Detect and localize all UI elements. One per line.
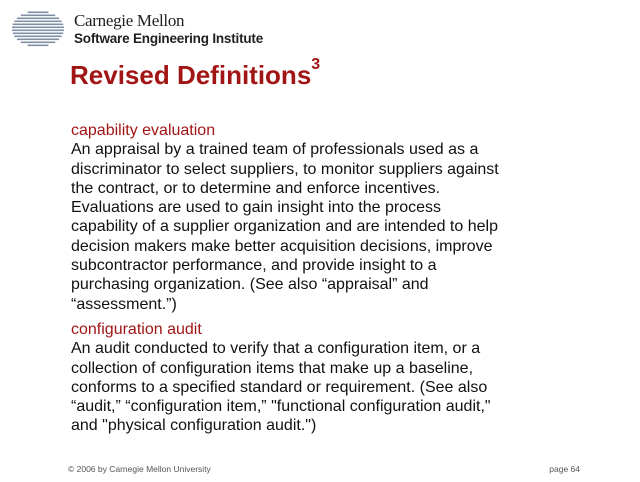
definition-text: An audit conducted to verify that a configuration item, or a collection of configuration items that make up a baseline, conforms to a specified standard or requirement. (See also “audit,” “configuration item,” "functional configuration audit," and "physical configuration audit.") [71,340,491,435]
slide-title-superscript: 3 [311,56,321,73]
logo-globe-stripe [17,18,59,20]
slide-title-text: Revised Definitions [70,60,312,90]
definition-text: An appraisal by a trained team of professionals used as a discriminator to select suppliers, to monitor suppliers against the contract, or to determine and enforce incentives. Evaluations are used to gain insight into the process capability of a supplier organization and are intended to help decision makers make better acquisition decisions, improve subcontractor performance, and provide insight to a purchasing organization. (See also “appraisal” and “assessment.”) [71,141,499,313]
sei-logo [12,8,272,48]
logo-globe-stripe [13,24,63,26]
definition-entry [71,121,611,314]
logo-globe-stripe [17,39,59,41]
definition-entry [71,320,611,436]
logo-globe-stripe [28,45,49,47]
logo-globe-stripe [12,30,64,32]
definition-term: configuration audit [71,320,202,338]
logo-globe-stripe [28,12,49,14]
slide-title [70,56,321,91]
sei-logo-globe-icon [12,8,68,48]
definitions-list [71,121,611,442]
logo-line-institution: Carnegie Mellon [74,11,185,30]
footer-page-number: page 64 [549,464,580,474]
logo-globe-stripe [13,33,63,35]
footer-copyright: © 2006 by Carnegie Mellon University [68,464,211,474]
logo-text [74,12,263,48]
definition-term: capability evaluation [71,122,216,139]
logo-globe-stripe [21,15,55,17]
logo-globe-stripe [14,21,61,23]
logo-globe-stripe [14,36,61,38]
logo-globe-stripe [21,42,55,44]
logo-line-institute: Software Engineering Institute [74,31,264,46]
logo-globe-stripe [12,27,64,29]
